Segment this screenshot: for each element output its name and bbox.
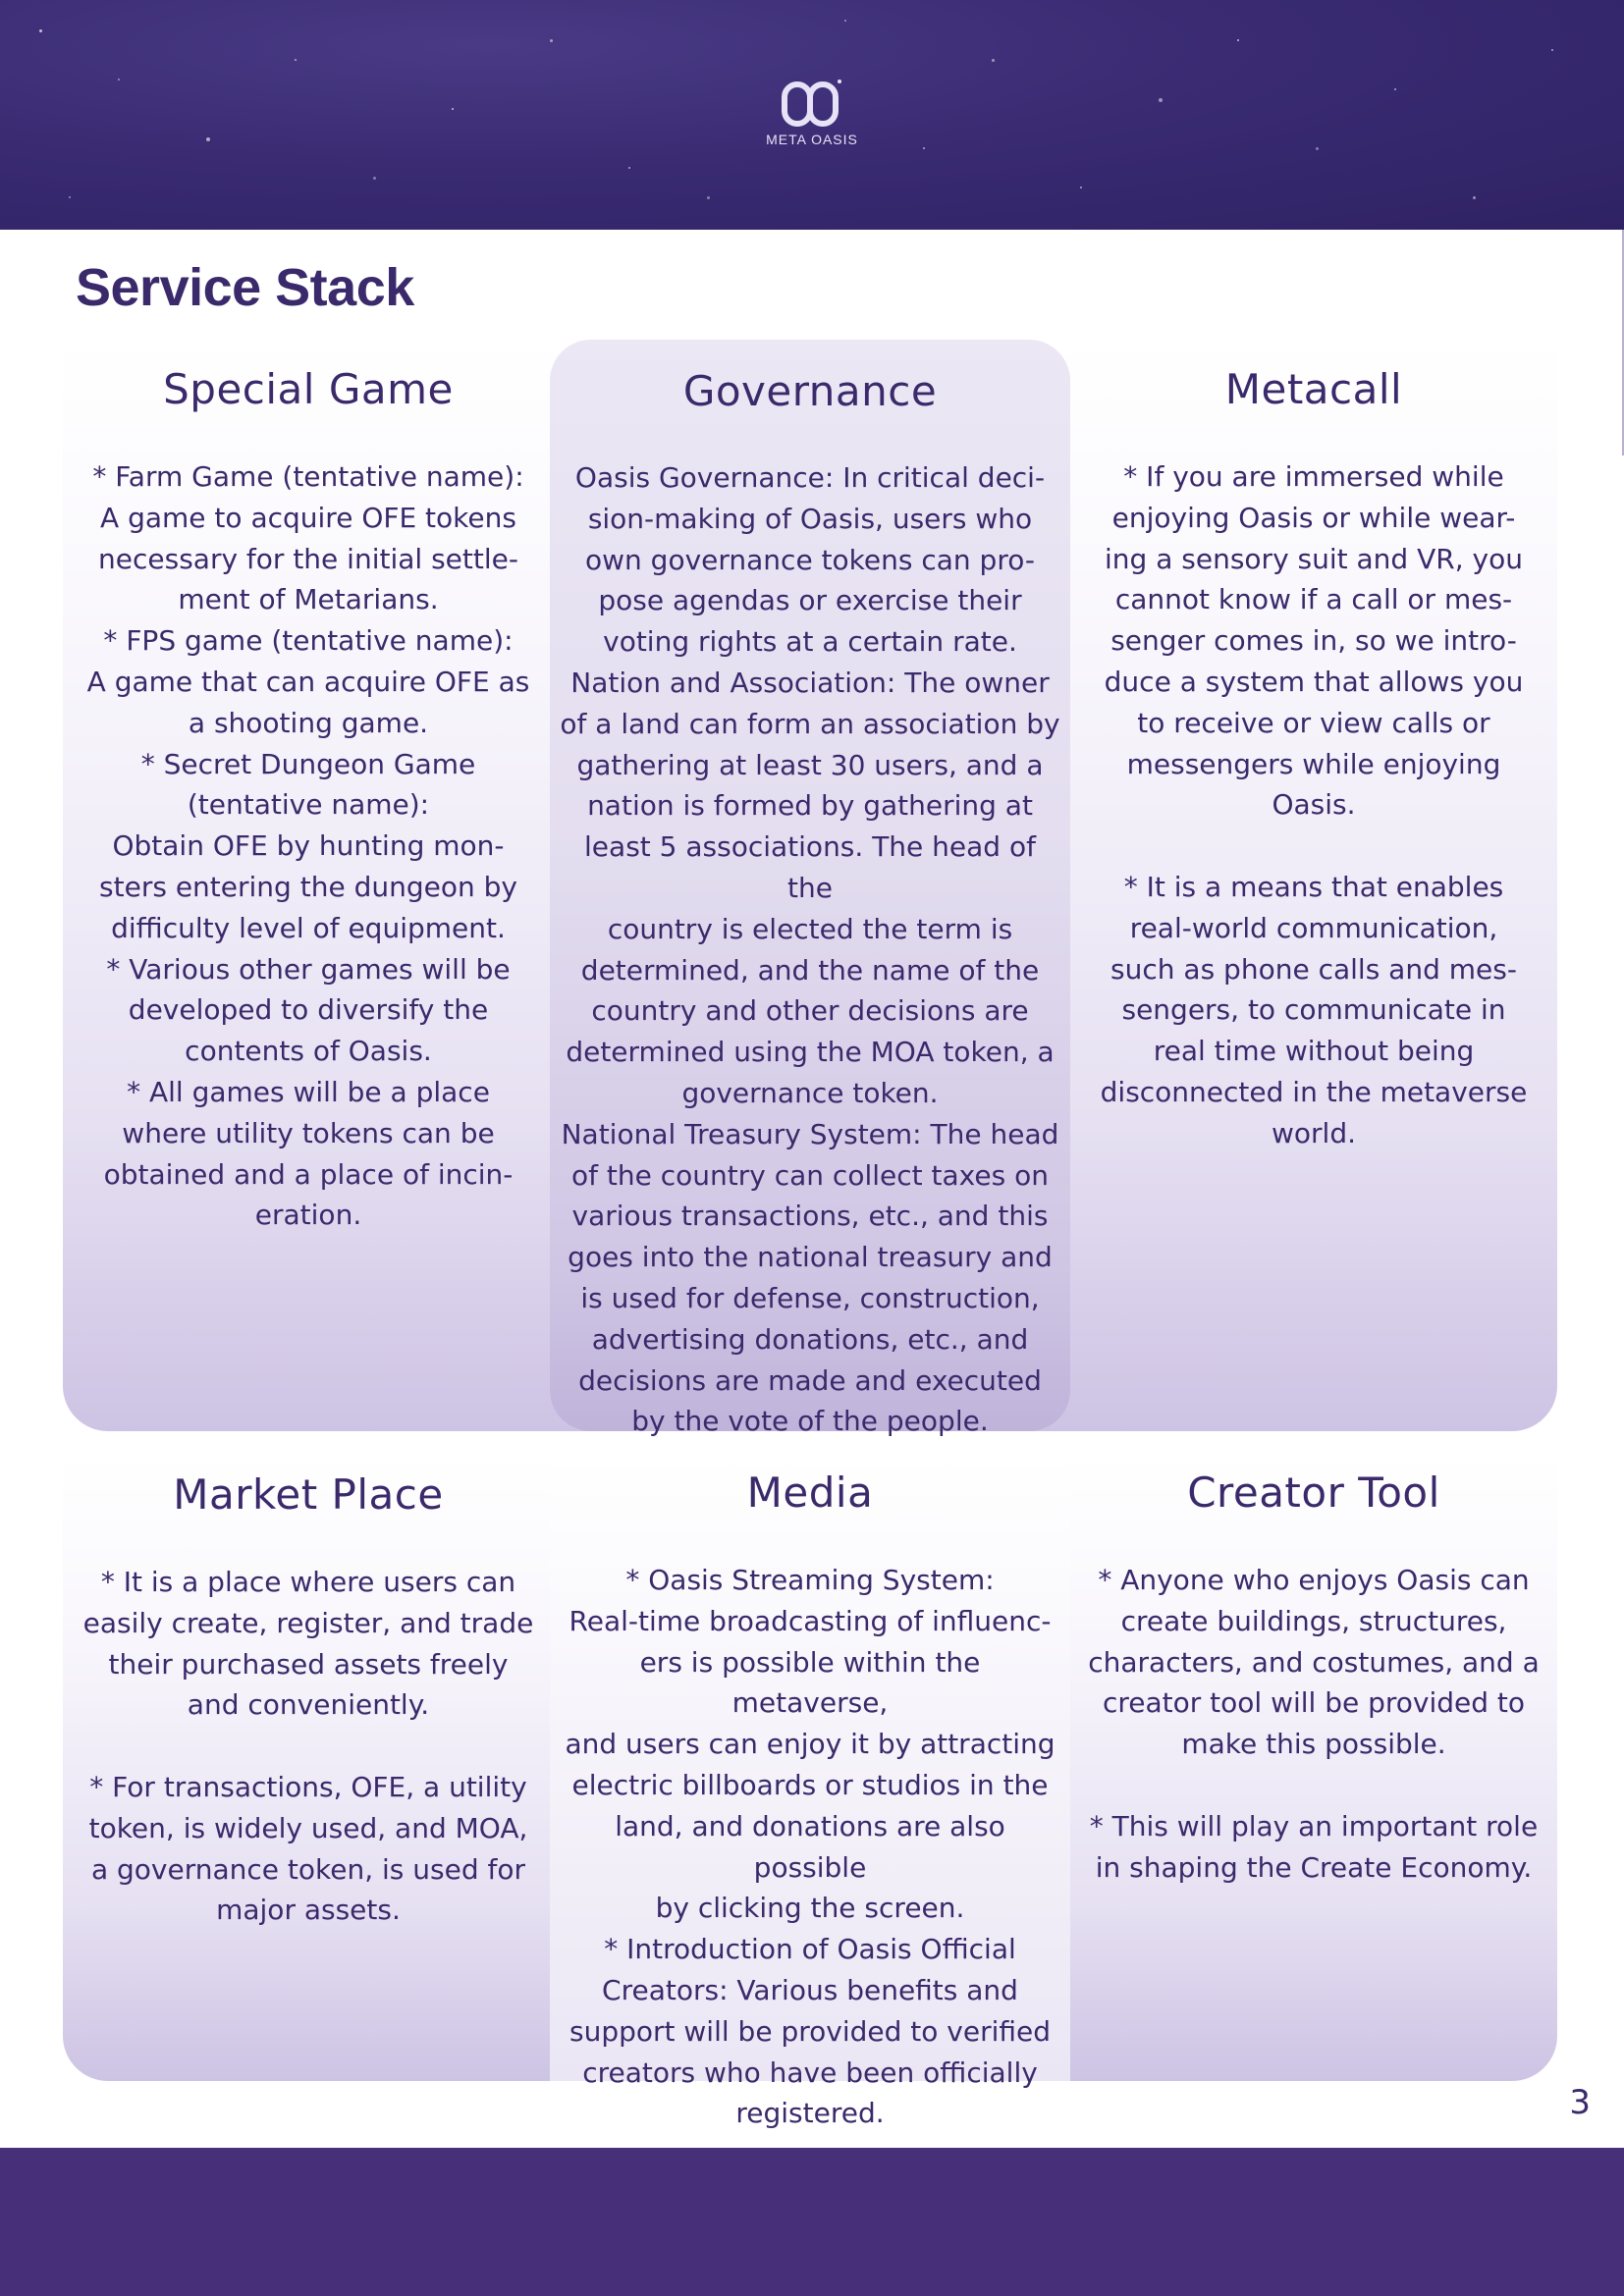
- section-title: Metacall: [1224, 365, 1403, 413]
- section-body: * It is a place where users can easily create, register, and trade their purchased assets freely and conveniently. * For transactions, OFE, a utility token, is widely used, and MOA, a governance token, is used for major assets.: [82, 1566, 534, 1927]
- section-body: * Oasis Streaming System: Real-time broadcasting of influenc- ers is possible within the metaverse, and users can enjoy it by attracting electric billboards or studios in the land, and donations are also possible by clicking the screen. * Introduction of Oasis Official Creators: Various benefits and support will be provided to verified creators who have been officially registered.: [565, 1564, 1056, 2130]
- meta-oasis-logo: [743, 77, 881, 147]
- section-governance: [560, 367, 1060, 1442]
- section-title: Creator Tool: [1187, 1468, 1440, 1517]
- logo-text: META OASIS: [766, 132, 858, 147]
- section-body: * Anyone who enjoys Oasis can create buildings, structures, characters, and costumes, and a creator tool will be provided to make this possible. * This will play an important role in shaping the Create Economy.: [1088, 1564, 1540, 1884]
- page-title: Service Stack: [76, 258, 414, 317]
- header-banner: [0, 0, 1624, 230]
- section-special-game: [73, 365, 544, 1236]
- section-title: Media: [746, 1468, 874, 1517]
- section-body: * If you are immersed while enjoying Oasis or while wear- ing a sensory suit and VR, you cannot know if a call or mes- senger comes in, so we intro- duce a system that allows you to receive or view calls or messengers while enjoying Oasis. * It is a means that enables real-world communication, such as phone calls and mes- sengers, to communicate in real time without being disconnected in the metaverse world.: [1100, 460, 1528, 1149]
- section-title: Special Game: [163, 365, 454, 413]
- footer-band: [0, 2148, 1624, 2296]
- section-market-place: [73, 1470, 544, 1931]
- section-body: * Farm Game (tentative name): A game to acquire OFE tokens necessary for the initial settle- ment of Metarians. * FPS game (tentative name): A game that can acquire OFE as a shooting game. * Secret Dungeon Game (tentative name): Obtain OFE by hunting mon- sters entering the dungeon by difficulty level of equipment. * Various other games will be developed to diversify the contents of Oasis. * All games will be a place where utility tokens can be obtained and a place of incin- eration.: [86, 460, 530, 1232]
- page-number: 3: [1569, 2083, 1591, 2122]
- section-body: Oasis Governance: In critical deci- sion-making of Oasis, users who own governance tokens can pro- pose agendas or exercise their voting rights at a certain rate. Nation and Association: The owner of a land can form an association by gathering at least 30 users, and a nation is formed by gathering at least 5 associations. The head of the country is elected the term is determined, and the name of the country and other decisions are determined using the MOA token, a governance token. National Treasury System: The head of the country can collect taxes on various transactions, etc., and this goes into the national treasury and is used for defense, construction, advertising donations, etc., and decisions are made and executed by the vote of the people.: [560, 461, 1060, 1438]
- section-media: [560, 1468, 1060, 2134]
- section-title: Market Place: [173, 1470, 444, 1519]
- section-metacall: [1080, 365, 1547, 1154]
- logo-mark-icon: [781, 77, 843, 128]
- section-title: Governance: [682, 367, 938, 415]
- section-creator-tool: [1080, 1468, 1547, 1888]
